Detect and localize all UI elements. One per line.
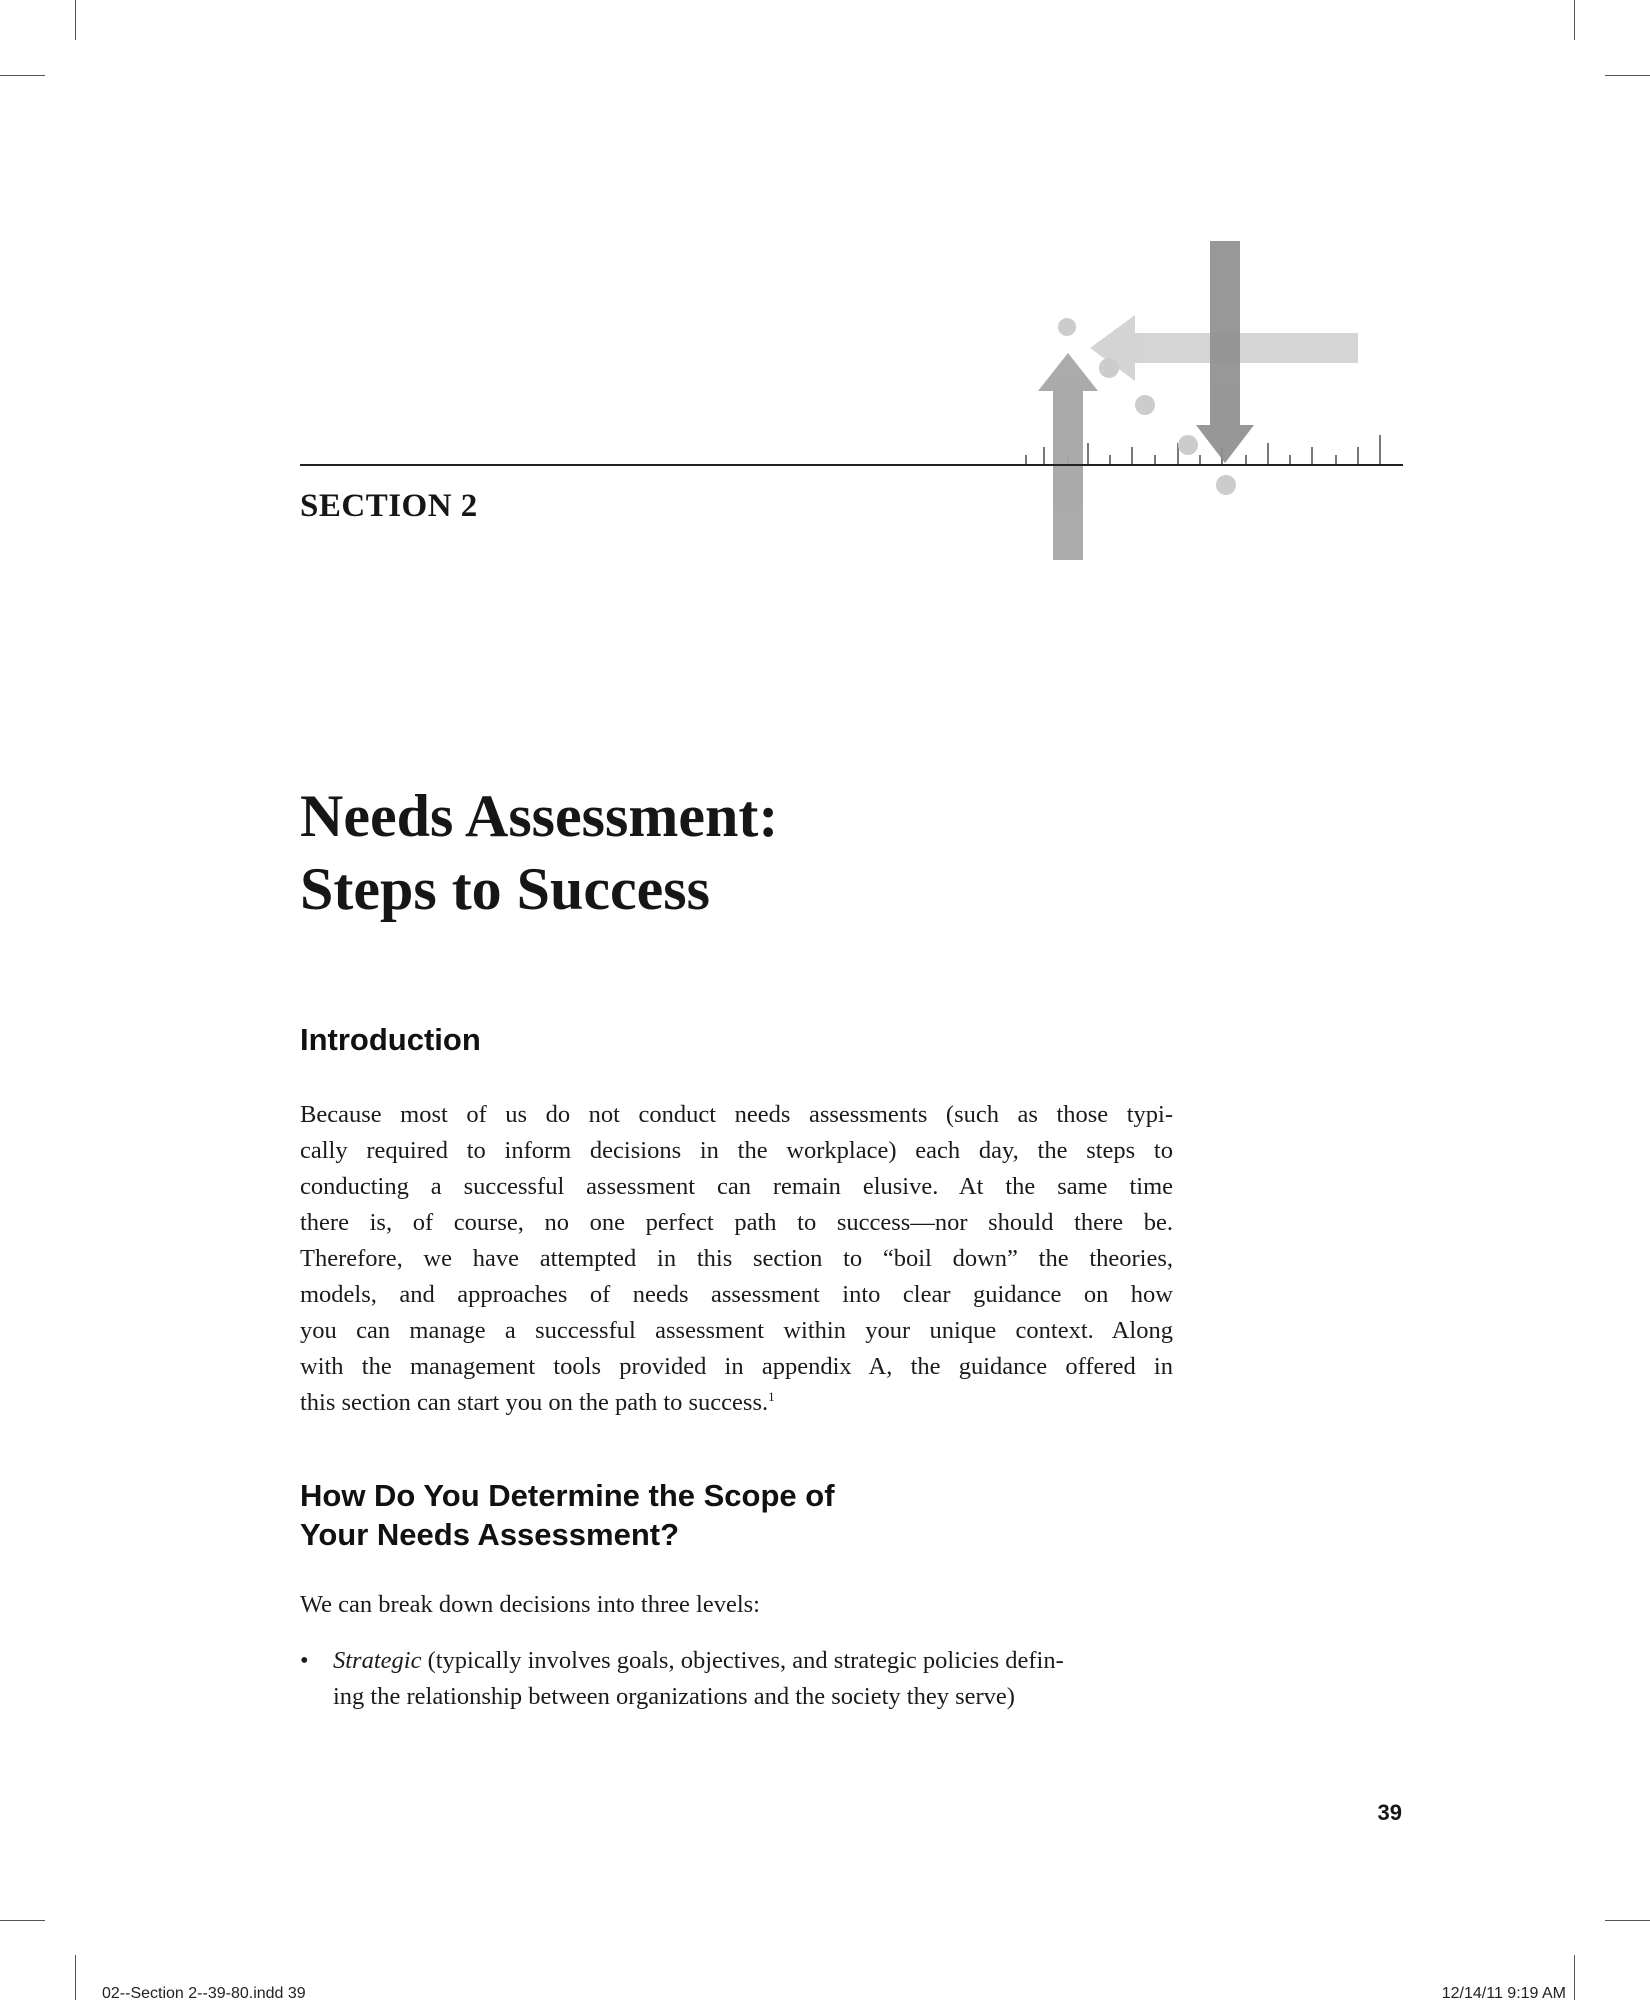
paragraph-line: you can manage a successful assessment within your unique context. Along bbox=[300, 1317, 1173, 1344]
section-label: SECTION 2 bbox=[300, 488, 478, 524]
crop-mark bbox=[75, 0, 76, 40]
slug-datetime: 12/14/11 9:19 AM bbox=[1441, 1985, 1566, 2002]
paragraph-line: Because most of us do not conduct needs assessments (such as those typi- bbox=[300, 1101, 1173, 1128]
bullet-marker: • bbox=[300, 1647, 309, 1674]
bullet-text: (typically involves goals, objectives, and strategic policies defin- bbox=[421, 1647, 1064, 1674]
crop-mark bbox=[75, 1955, 76, 2000]
section-rule bbox=[300, 464, 1403, 466]
page-title bbox=[300, 780, 778, 926]
footnote-ref[interactable]: 1 bbox=[768, 1389, 775, 1404]
scope-heading-line: How Do You Determine the Scope of bbox=[300, 1478, 835, 1513]
crop-mark bbox=[1605, 75, 1650, 76]
crop-mark bbox=[1605, 1920, 1650, 1921]
paragraph-line: cally required to inform decisions in the workplace) each day, the steps to bbox=[300, 1137, 1173, 1164]
introduction-heading: Introduction bbox=[300, 1022, 481, 1057]
title-line: Steps to Success bbox=[300, 856, 711, 922]
scope-lead: We can break down decisions into three levels: bbox=[300, 1591, 760, 1618]
scope-heading bbox=[300, 1476, 835, 1554]
title-line: Needs Assessment: bbox=[300, 783, 779, 849]
crop-mark bbox=[1574, 1955, 1575, 2000]
bullet-line bbox=[333, 1643, 1183, 1679]
arrows-ruler-icon bbox=[1010, 235, 1410, 565]
slug-file: 02--Section 2--39-80.indd 39 bbox=[102, 1985, 306, 2002]
crop-mark bbox=[1574, 0, 1575, 40]
introduction-paragraph bbox=[300, 1097, 1173, 1421]
crop-mark bbox=[0, 75, 45, 76]
paragraph-line: there is, of course, no one perfect path to success—nor should there be. bbox=[300, 1209, 1173, 1236]
paragraph-line: models, and approaches of needs assessment into clear guidance on how bbox=[300, 1281, 1173, 1308]
page-number: 39 bbox=[1377, 1800, 1402, 1825]
crop-mark bbox=[0, 1920, 45, 1921]
paragraph-line: Therefore, we have attempted in this section to “boil down” the theories, bbox=[300, 1245, 1173, 1272]
bullet-line: ing the relationship between organizations and the society they serve) bbox=[333, 1683, 1015, 1710]
scope-heading-line: Your Needs Assessment? bbox=[300, 1517, 680, 1552]
paragraph-line: with the management tools provided in appendix A, the guidance offered in bbox=[300, 1353, 1173, 1380]
paragraph-line: this section can start you on the path to success. bbox=[300, 1389, 769, 1416]
bullet-term: Strategic bbox=[333, 1647, 422, 1674]
paragraph-line: conducting a successful assessment can remain elusive. At the same time bbox=[300, 1173, 1173, 1200]
paragraph-line-last bbox=[300, 1385, 1173, 1421]
bullet-body bbox=[333, 1643, 1183, 1715]
